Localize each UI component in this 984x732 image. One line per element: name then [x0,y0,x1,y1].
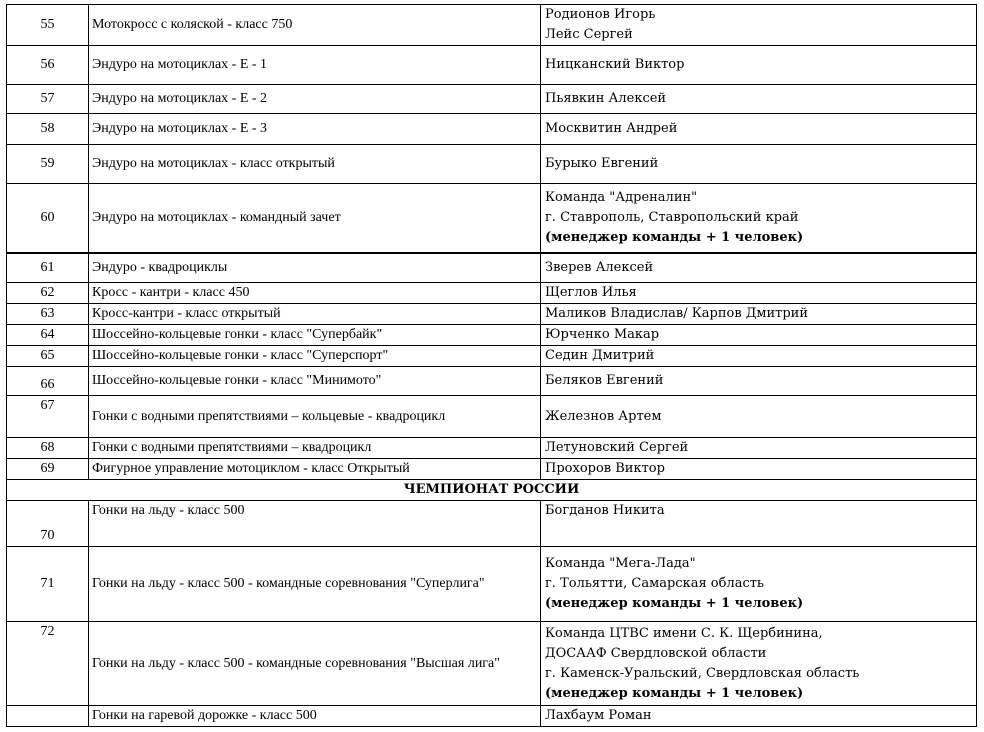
participants-cell [541,438,977,459]
participants-cell [541,114,977,145]
row-number: 58 [7,114,89,145]
row-number: 55 [7,5,89,46]
discipline-cell: Гонки на льду - класс 500 - командные соревнования "Суперлига" [89,547,541,622]
discipline-cell: Кросс - кантри - класс 450 [89,283,541,304]
discipline-cell: Гонки на льду - класс 500 - командные соревнования "Высшая лига" [89,622,541,706]
discipline-cell: Гонки с водными препятствиями – кольцевые - квадроцикл [89,396,541,438]
participant-line: Лейс Сергей [545,27,633,42]
participant-line: Родионов Игорь [545,7,656,22]
participants-cell [541,46,977,85]
participants-cell [541,706,977,727]
table-row [7,114,977,145]
table-row [7,325,977,346]
discipline-cell: Эндуро на мотоциклах - Е - 2 [89,85,541,114]
participants-cell [541,325,977,346]
participants-cell [541,459,977,480]
participant-line: Седин Дмитрий [545,348,655,363]
row-number: 64 [7,325,89,346]
discipline-cell: Кросс-кантри - класс открытый [89,304,541,325]
discipline-cell: Фигурное управление мотоциклом - класс Открытый [89,459,541,480]
row-number: 57 [7,85,89,114]
participants-cell [541,304,977,325]
participants-cell [541,346,977,367]
participant-line: Команда ЦТВС имени С. К. Щербинина, [545,625,823,641]
discipline-cell: Шоссейно-кольцевые гонки - класс "Минимото" [89,367,541,396]
discipline-cell: Шоссейно-кольцевые гонки - класс "Суперспорт" [89,346,541,367]
row-number: 66 [7,367,89,396]
table-row [7,145,977,184]
participant-line: Маликов Владислав/ Карпов Дмитрий [545,306,809,321]
discipline-cell: Мотокросс с коляской - класс 750 [89,5,541,46]
table-row [7,85,977,114]
participant-line: Беляков Евгений [545,373,664,388]
table-row [7,396,977,438]
participants-cell [541,547,977,622]
row-number: 62 [7,283,89,304]
discipline-cell: Эндуро - квадроциклы [89,253,541,283]
participant-line: ДОСААФ Свердловской области [545,645,767,661]
participant-line: г. Ставрополь, Ставропольский край [545,209,799,225]
team-manager-note: (менеджер команды + 1 человек) [545,596,804,611]
row-number: 56 [7,46,89,85]
row-number: 63 [7,304,89,325]
team-manager-note: (менеджер команды + 1 человек) [545,685,804,701]
row-number: 68 [7,438,89,459]
discipline-cell: Эндуро на мотоциклах - класс открытый [89,145,541,184]
table-row [7,547,977,622]
table-row [7,304,977,325]
team-manager-note: (менеджер команды + 1 человек) [545,229,804,245]
participants-cell [541,253,977,283]
section-header-row [7,480,977,501]
row-number: 71 [7,547,89,622]
discipline-cell: Эндуро на мотоциклах - Е - 3 [89,114,541,145]
participants-cell [541,283,977,304]
participants-cell [541,622,977,706]
discipline-cell: Гонки с водными препятствиями – квадроцикл [89,438,541,459]
participant-line: Щеглов Илья [545,285,637,300]
participant-line: Прохоров Виктор [545,461,665,476]
row-number: 59 [7,145,89,184]
row-number: 70 [7,501,89,547]
participants-cell [541,184,977,253]
participant-line: Железнов Артем [545,408,662,424]
participant-line: г. Тольятти, Самарская область [545,576,765,591]
table-row [7,501,977,547]
discipline-cell: Шоссейно-кольцевые гонки - класс "Супербайк" [89,325,541,346]
participant-line: Зверев Алексей [545,259,654,275]
row-number: 60 [7,184,89,253]
section-title: ЧЕМПИОНАТ РОССИИ [7,480,977,501]
participant-line: Ницканский Виктор [545,57,685,72]
table-row [7,438,977,459]
row-number: 69 [7,459,89,480]
discipline-cell: Гонки на гаревой дорожке - класс 500 [89,706,541,727]
participant-line: Богданов Никита [545,503,665,518]
discipline-cell: Гонки на льду - класс 500 [89,501,541,547]
table-row [7,459,977,480]
participants-cell [541,396,977,438]
discipline-cell: Эндуро на мотоциклах - командный зачет [89,184,541,253]
table-row [7,253,977,283]
participants-cell [541,85,977,114]
row-number: 67 [7,396,89,438]
table-row [7,622,977,706]
participant-line: Лахбаум Роман [545,708,652,723]
table-row [7,5,977,46]
participant-line: г. Каменск-Уральский, Свердловская область [545,665,860,681]
participants-cell [541,367,977,396]
table-row [7,46,977,85]
participants-cell [541,5,977,46]
participant-line: Команда "Адреналин" [545,189,698,205]
participant-line: Пьявкин Алексей [545,91,667,106]
participant-line: Юрченко Макар [545,327,660,342]
table-row [7,283,977,304]
table-row [7,346,977,367]
table-row [7,367,977,396]
participant-line: Бурыко Евгений [545,156,659,171]
row-number [7,706,89,727]
participant-line: Москвитин Андрей [545,121,678,136]
row-number: 65 [7,346,89,367]
table-row [7,706,977,727]
row-number: 72 [7,622,89,706]
participants-cell [541,501,977,547]
discipline-cell: Эндуро на мотоциклах - Е - 1 [89,46,541,85]
results-table [6,4,977,727]
participant-line: Команда "Мега-Лада" [545,556,696,571]
table-row [7,184,977,253]
participant-line: Летуновский Сергей [545,440,689,455]
participants-cell [541,145,977,184]
row-number: 61 [7,253,89,283]
